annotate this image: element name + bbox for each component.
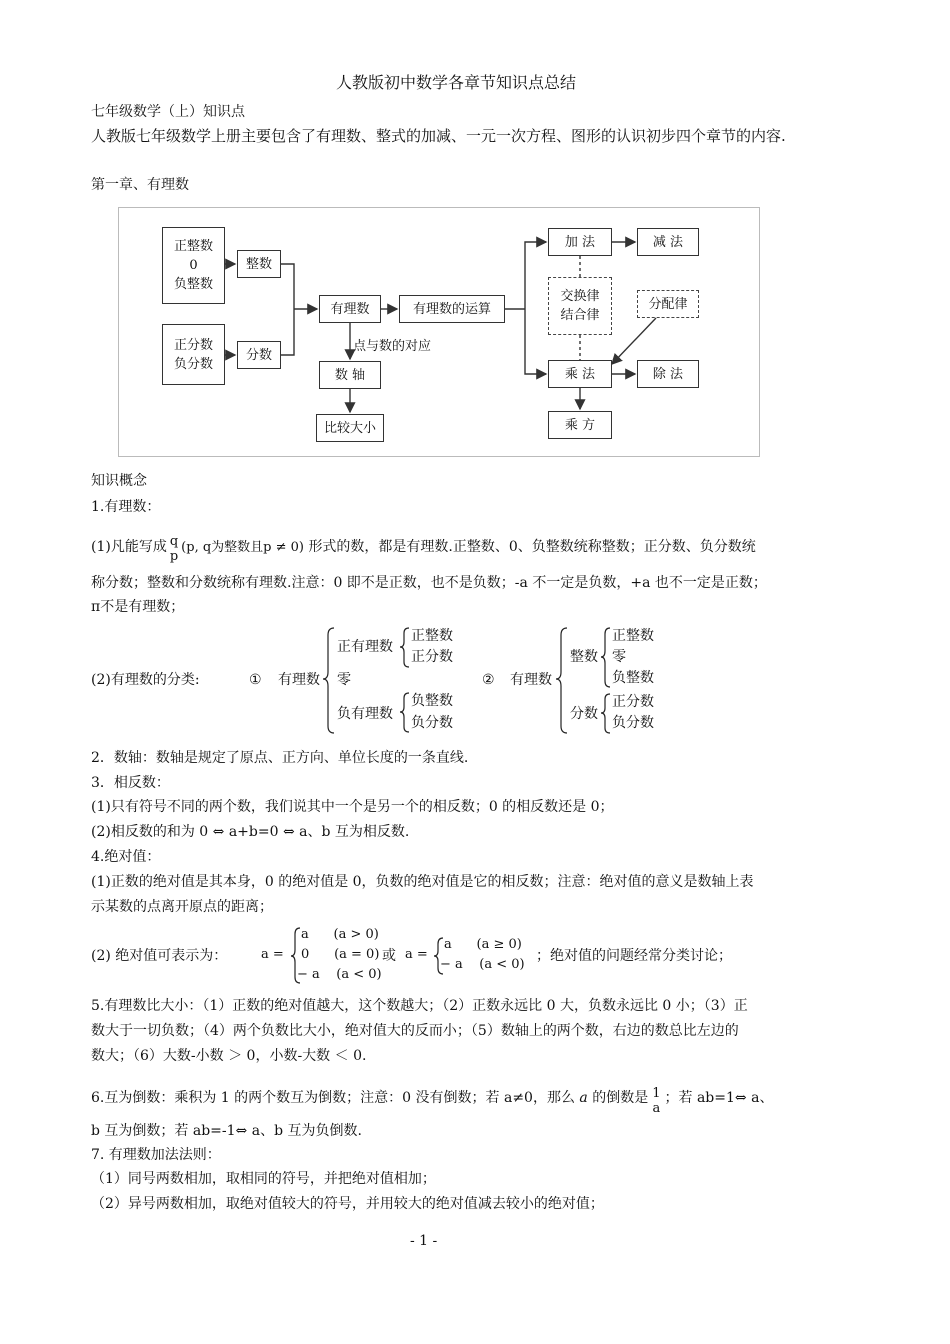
box-frac-pos: 正分数 <box>173 337 213 353</box>
box-int-pos: 正整数 <box>173 239 213 254</box>
sec4-p2-label: (2) 绝对值可表示为： <box>91 948 228 964</box>
frac-denominator-a: a <box>652 1101 661 1116</box>
box-integer: 整数 <box>237 250 281 278</box>
fraction-q-over-p <box>170 534 178 564</box>
box-division: 除 法 <box>637 360 699 388</box>
sec1-p1-line3: π不是有理数； <box>91 599 185 615</box>
sec1-p1-line1 <box>91 532 756 562</box>
concept-diagram <box>118 207 760 457</box>
abs-case-1-1: a (a > 0) <box>301 927 379 942</box>
sec6-line1-c: ；若 ab=1⇔ a、 <box>664 1090 774 1106</box>
concepts-heading: 知识概念 <box>91 473 147 489</box>
sec6-line1 <box>91 1083 774 1116</box>
sec6-line2: b 互为倒数；若 ab=-1⇔ a、b 互为负倒数. <box>91 1123 362 1139</box>
box-distributive: 分配律 <box>637 290 699 318</box>
label-point-number: 点与数的对应 <box>353 339 432 354</box>
box-multiplication: 乘 法 <box>548 360 612 388</box>
classification-2-root: 有理数 <box>510 672 552 688</box>
box-laws <box>548 277 612 335</box>
sec7-p2: （2）异号两数相加，取绝对值较大的符号，并用较大的绝对值减去较小的绝对值； <box>91 1196 604 1212</box>
sec6-var-a: a <box>579 1090 588 1106</box>
box-compare: 比较大小 <box>316 414 384 442</box>
abs-case-2-2: − a (a < 0) <box>440 957 525 972</box>
abs-case-1-2: 0 (a = 0) <box>301 947 380 962</box>
c2-int-item-2: 零 <box>612 649 626 665</box>
sec3-p1: (1)只有符号不同的两个数，我们说其中一个是另一个的相反数；0 的相反数还是 0； <box>91 799 614 815</box>
law-commutative: 交换律 <box>560 289 600 304</box>
classification-label: (2)有理数的分类: <box>91 672 200 688</box>
sec4-p1-line1: (1)正数的绝对值是其本身，0 的绝对值是 0，负数的绝对值是它的相反数；注意：绝对值的意义是数轴上表 <box>91 874 754 890</box>
sec4-p2-after: ；绝对值的问题经常分类讨论； <box>536 948 732 964</box>
c2-frac-item-2: 负分数 <box>612 715 654 731</box>
classification-1-zero: 零 <box>337 672 351 688</box>
sec5-line2: 数大于一切负数；（4）两个负数比大小，绝对值大的反而小；（5）数轴上的两个数，右边的数总比左边的 <box>91 1023 739 1039</box>
box-int-zero: 0 <box>189 258 198 273</box>
box-fraction-group <box>162 324 225 385</box>
sec4-p1-line2: 示某数的点离开原点的距离； <box>91 899 273 915</box>
c1-neg-item-2: 负分数 <box>411 715 453 731</box>
frac-denominator: p <box>169 549 179 564</box>
abs-case-2-1: a (a ≥ 0) <box>444 937 522 952</box>
sec1-heading: 1.有理数： <box>91 499 161 515</box>
c1-pos-item-2: 正分数 <box>411 649 453 665</box>
c1-neg-item-1: 负整数 <box>411 693 453 709</box>
box-number-axis: 数 轴 <box>319 361 381 389</box>
sec1-p1-line2: 称分数；整数和分数统称有理数.注意：0 即不是正数，也不是负数；-a 不一定是负数，+a 也不一定是正数； <box>91 575 767 591</box>
box-rational-ops: 有理数的运算 <box>399 295 505 323</box>
box-addition: 加 法 <box>548 228 612 256</box>
classification-1-positive: 正有理数 <box>337 639 393 655</box>
box-frac-neg: 负分数 <box>173 356 213 372</box>
classification-1-negative: 负有理数 <box>337 706 393 722</box>
c2-int-item-3: 负整数 <box>612 670 654 686</box>
box-power: 乘 方 <box>548 411 612 439</box>
c1-pos-item-1: 正整数 <box>411 628 453 644</box>
classification-1-mark: ① <box>249 672 262 688</box>
frac-numerator: q <box>169 534 179 549</box>
box-rational: 有理数 <box>319 295 381 323</box>
sec1-p1-after: 形式的数，都是有理数.正整数、0、负整数统称整数；正分数、负分数统 <box>308 539 756 555</box>
section-subtitle: 七年级数学（上）知识点 <box>91 104 245 120</box>
page-title: 人教版初中数学各章节知识点总结 <box>336 73 577 92</box>
box-integer-group <box>162 227 225 304</box>
abs-case-1-3: − a (a < 0) <box>297 967 382 982</box>
fraction-1-over-a <box>652 1086 660 1116</box>
page-number: - 1 - <box>410 1233 438 1249</box>
sec2-text: 2．数轴：数轴是规定了原点、正方向、单位长度的一条直线. <box>91 750 469 766</box>
sec3-heading: 3．相反数： <box>91 775 170 791</box>
classification-2-fraction: 分数 <box>570 706 598 722</box>
classification-2-integer: 整数 <box>570 649 598 665</box>
box-int-neg: 负整数 <box>173 277 213 292</box>
box-fraction: 分数 <box>237 341 281 369</box>
sec6-line1-a: 6.互为倒数：乘积为 1 的两个数互为倒数；注意：0 没有倒数；若 a≠0，那么 <box>91 1090 575 1106</box>
sec5-line3: 数大；（6）大数-小数 ＞ 0，小数-大数 ＜ 0. <box>91 1048 367 1064</box>
abs-lhs-1: a = <box>261 947 284 962</box>
c2-int-item-1: 正整数 <box>612 628 654 644</box>
chapter-heading: 第一章、有理数 <box>91 177 189 193</box>
abs-or: 或 <box>382 948 396 964</box>
sec5-line1: 5.有理数比大小：（1）正数的绝对值越大，这个数越大；（2）正数永远比 0 大，负数永远比 0 小；（3）正 <box>91 998 748 1014</box>
sec7-p1: （1）同号两数相加，取相同的符号，并把绝对值相加； <box>91 1171 436 1187</box>
abs-lhs-2: a = <box>405 947 428 962</box>
sec7-heading: 7. 有理数加法法则： <box>91 1147 221 1163</box>
c2-frac-item-1: 正分数 <box>612 694 654 710</box>
box-subtraction: 减 法 <box>637 228 699 256</box>
sec1-p1-cond: (p, q为整数且p ≠ 0) <box>181 540 304 555</box>
sec3-p2: (2)相反数的和为 0 ⇔ a+b=0 ⇔ a、b 互为相反数. <box>91 824 410 840</box>
sec4-heading: 4.绝对值： <box>91 849 161 865</box>
law-associative: 结合律 <box>560 308 600 323</box>
sec6-line1-b: 的倒数是 <box>592 1090 649 1106</box>
classification-1-root: 有理数 <box>278 672 320 688</box>
intro-text: 人教版七年级数学上册主要包含了有理数、整式的加减、一元一次方程、图形的认识初步四个章节的内容. <box>91 127 786 145</box>
frac-numerator-1: 1 <box>652 1086 661 1101</box>
classification-2-mark: ② <box>482 672 495 688</box>
sec1-p1-before: (1)凡能写成 <box>91 539 167 555</box>
